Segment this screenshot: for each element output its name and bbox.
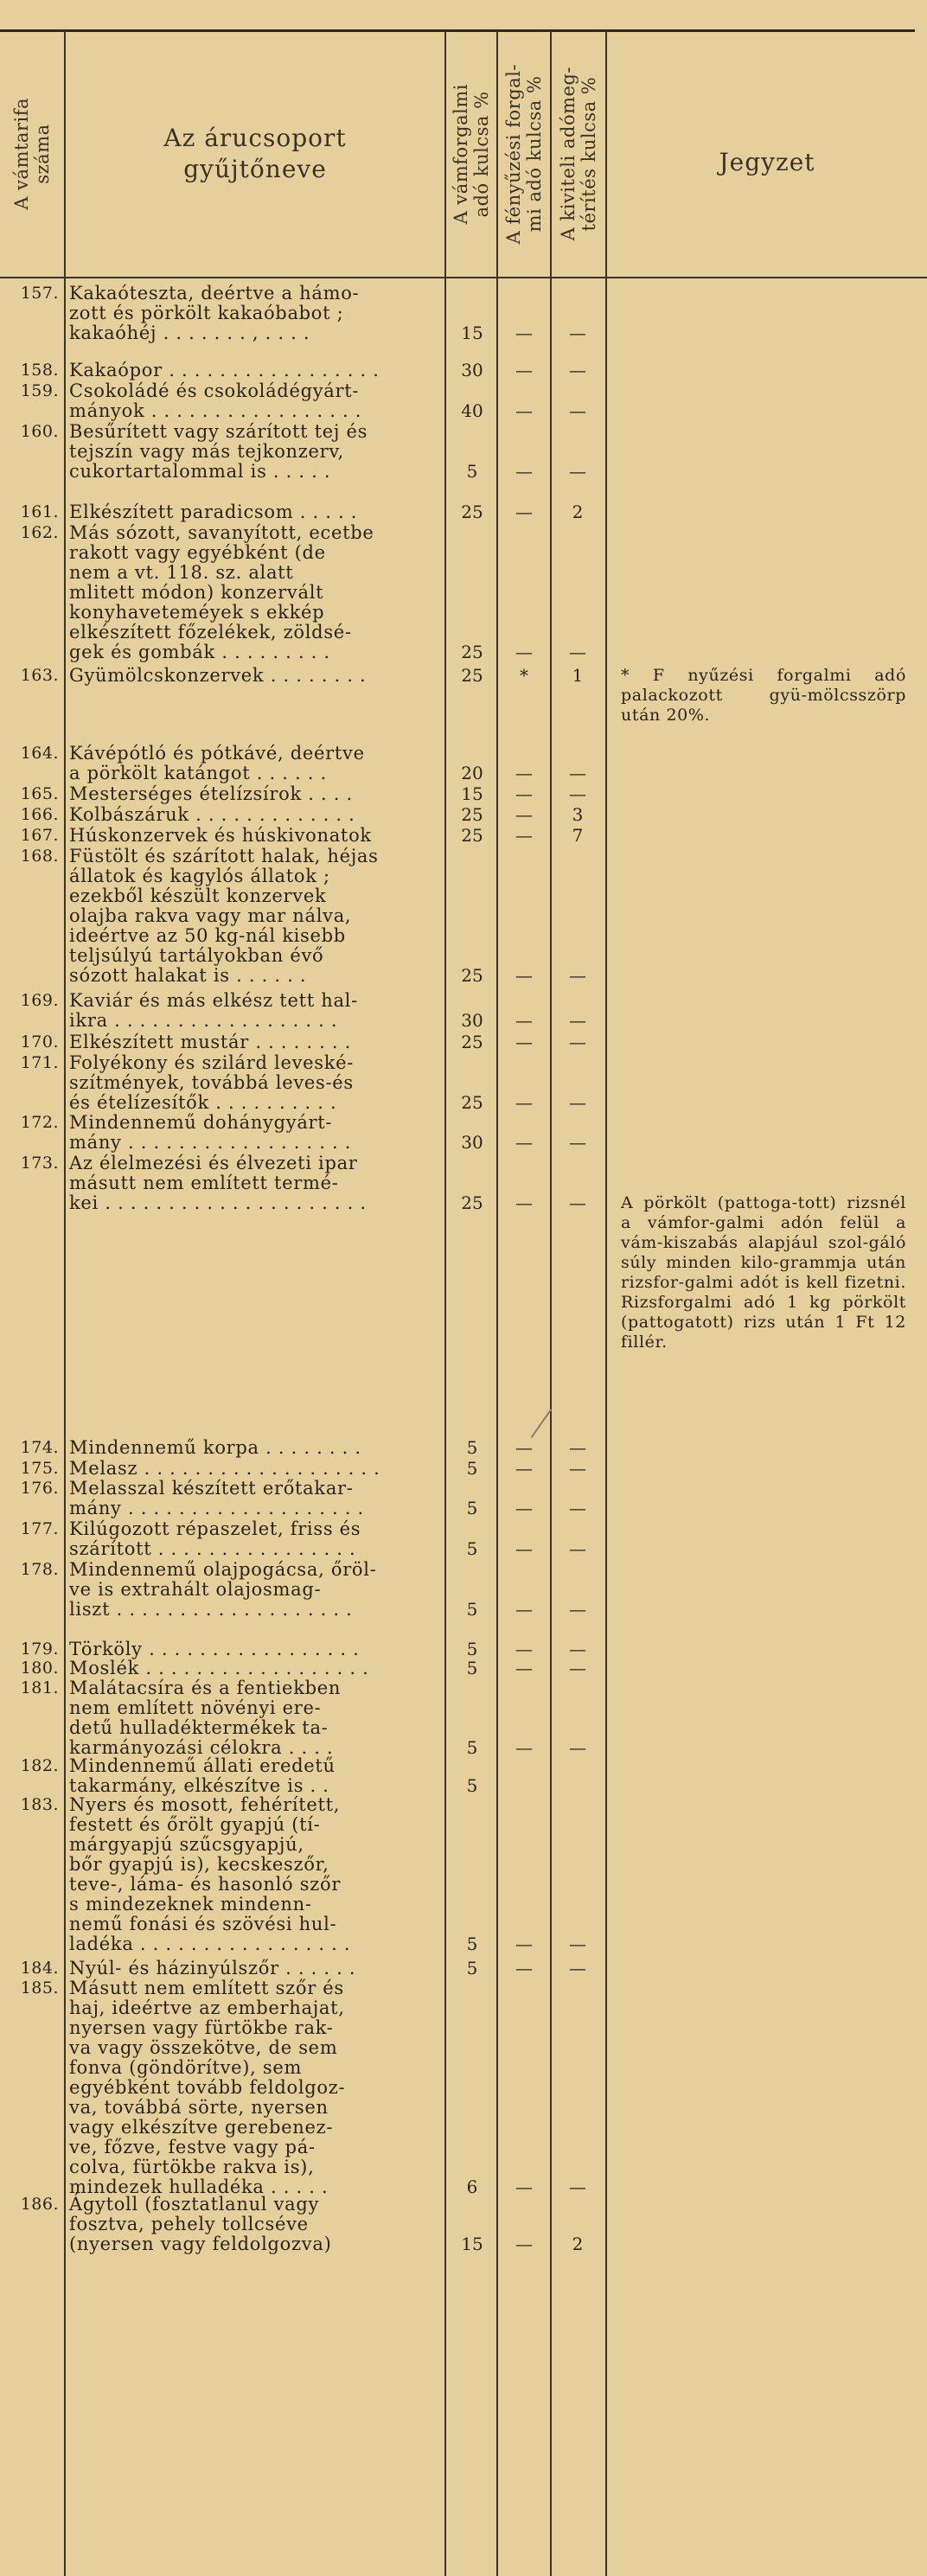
luxury-tax-rate: —	[515, 642, 533, 662]
luxury-tax-rate: —	[515, 1437, 533, 1458]
customs-tax-rate: 15	[461, 2234, 483, 2254]
group-name-line: Csokoládé és csokoládégyárt-	[69, 380, 360, 401]
group-name-line: mlitett módon) konzervált	[69, 582, 324, 603]
group-name-line: Mindennemű olajpogácsa, őröl-	[69, 1559, 377, 1580]
group-name-line: Mindennemű korpa . . . . . . . .	[69, 1437, 361, 1458]
customs-tax-rate: 6	[466, 2176, 478, 2197]
group-name-line: mány . . . . . . . . . . . . . . . . . .	[69, 1132, 352, 1153]
group-name-line: szárított . . . . . . . . . . . . . . . .	[69, 1538, 356, 1559]
tariff-number: 180.	[20, 1659, 59, 1678]
group-name-line: Mindennemű állati eredetű	[69, 1755, 336, 1776]
group-name	[69, 1978, 441, 2197]
group-name-line: haj, ideértve az emberhajat,	[69, 1998, 345, 2018]
luxury-tax-rate: —	[515, 1458, 533, 1479]
tariff-number: 165.	[20, 784, 59, 803]
group-name-line: nem említett növényi ere-	[69, 1697, 322, 1718]
tariff-number: 176.	[20, 1479, 59, 1498]
luxury-tax-rate: —	[515, 1599, 533, 1620]
group-name-line: sózott halakat is . . . . . .	[69, 965, 307, 986]
customs-tax-rate: 30	[461, 360, 483, 380]
group-name	[69, 381, 441, 421]
group-name	[69, 1053, 441, 1113]
group-name-line: Elkészített paradicsom . . . . .	[69, 502, 358, 522]
group-name-line: takarmány, elkészítve is . .	[69, 1775, 329, 1796]
customs-tax-rate: 5	[466, 1458, 478, 1479]
group-name-line: nyersen vagy fürtökbe rak-	[69, 2017, 334, 2038]
table-top-rule	[0, 29, 915, 32]
export-refund-rate: —	[569, 323, 586, 343]
tariff-number: 179.	[20, 1640, 59, 1659]
export-refund-rate: —	[569, 360, 586, 380]
export-refund-rate: —	[569, 1192, 586, 1213]
export-refund-rate: —	[569, 400, 586, 421]
group-name-line: kakaóhéj . . . . . . . , . . . .	[69, 323, 310, 343]
group-name	[69, 1756, 441, 1796]
header-note: Jegyzet	[719, 148, 815, 176]
customs-tax-rate: 30	[461, 1132, 483, 1153]
group-name-line: Törköly . . . . . . . . . . . . . . . . .	[69, 1639, 360, 1659]
group-name-line: Mindennemű dohánygyárt-	[69, 1112, 333, 1133]
group-name-line: liszt . . . . . . . . . . . . . . . . . . .	[69, 1599, 353, 1620]
group-name	[69, 1519, 441, 1559]
group-name-line: teve-, láma- és hasonló szőr	[69, 1874, 342, 1895]
customs-tax-rate: 5	[466, 1599, 478, 1620]
group-name-line: gek és gombák . . . . . . . . .	[69, 642, 330, 662]
customs-tax-rate: 25	[461, 825, 483, 846]
group-name-line: fonva (göndörítve), sem	[69, 2057, 303, 2078]
header-group-name: Az árucsoport gyűjtőneve	[163, 124, 347, 183]
column-divider	[64, 31, 66, 2576]
luxury-tax-rate: —	[515, 1192, 533, 1213]
tariff-number: 172.	[20, 1113, 59, 1132]
group-name	[69, 1659, 441, 1678]
group-name-line: Kakaóteszta, deértve a hámo-	[69, 283, 360, 304]
tariff-number: 160.	[20, 422, 59, 441]
header-export-refund-rate: A kiviteli adómeg- térítés kulcsa %	[558, 67, 599, 241]
tariff-number: 168.	[20, 847, 59, 866]
tariff-number: 163.	[20, 666, 59, 685]
row-note: A pörkölt (pattoga-tott) rizsnél a vámfor-galmi adón felül a vám-kiszabás alapjául szol-gáló súly minden kilo-grammja után rizsfor-galmi adót is kell fizetni. Rizsforgalmi adó 1 kg pörkölt (pattogatott) rizs után 1 Ft 12 fillér.	[621, 1193, 906, 1352]
customs-tax-rate: 5	[466, 1775, 478, 1796]
group-name-line: s mindezeknek mindenn-	[69, 1894, 312, 1914]
group-name-line: Az élelmezési és élvezeti ipar	[69, 1153, 358, 1173]
group-name-line: va, továbbá sörte, nyersen	[69, 2097, 329, 2118]
group-name-line: Elkészített mustár . . . . . . . .	[69, 1032, 351, 1052]
group-name	[69, 1959, 441, 1978]
customs-tax-rate: 5	[466, 1658, 478, 1678]
customs-tax-rate: 5	[466, 1498, 478, 1518]
export-refund-rate: —	[569, 763, 586, 783]
export-refund-rate: —	[569, 1958, 586, 1978]
group-name-line: vagy elkészítve gerebenez-	[69, 2117, 334, 2138]
column-divider	[496, 31, 498, 2576]
export-refund-rate: —	[569, 642, 586, 662]
export-refund-rate: —	[569, 461, 586, 482]
group-name-line: Nyers és mosott, fehérített,	[69, 1794, 341, 1815]
customs-tax-rate: 25	[461, 804, 483, 825]
luxury-tax-rate: —	[515, 461, 533, 482]
group-name-line: olajba rakva vagy mar nálva,	[69, 905, 352, 926]
tariff-number: 166.	[20, 805, 59, 824]
export-refund-rate: —	[569, 1437, 586, 1458]
tariff-number: 182.	[20, 1756, 59, 1775]
group-name-line: cukortartalommal is . . . . .	[69, 461, 331, 482]
group-name-line: Besűrített vagy szárított tej és	[69, 421, 368, 442]
tariff-number: 171.	[20, 1053, 59, 1072]
tariff-number: 169.	[20, 991, 59, 1010]
export-refund-rate: —	[569, 1639, 586, 1659]
group-name-line: márgyapjú szűcsgyapjú,	[69, 1834, 304, 1855]
group-name	[69, 1032, 441, 1052]
export-refund-rate: —	[569, 1010, 586, 1031]
tariff-number: 164.	[20, 744, 59, 763]
tariff-number: 167.	[20, 826, 59, 845]
group-name	[69, 666, 441, 686]
luxury-tax-rate: —	[515, 1010, 533, 1031]
tariff-number: 173.	[20, 1154, 59, 1173]
group-name-line: (nyersen vagy feldolgozva)	[69, 2234, 332, 2254]
tariff-number: 157.	[20, 284, 59, 303]
luxury-tax-rate: —	[515, 1092, 533, 1113]
column-divider	[605, 31, 607, 2576]
group-name	[69, 1154, 441, 1213]
group-name-line: mindezek hulladéka . . . . .	[69, 2176, 329, 2197]
group-name-line: ideértve az 50 kg-nál kisebb	[69, 925, 346, 946]
group-name-line: bőr gyapjú is), kecskeszőr,	[69, 1854, 329, 1875]
group-name	[69, 991, 441, 1031]
customs-tax-rate: 5	[466, 461, 478, 482]
luxury-tax-rate: —	[515, 783, 533, 804]
group-name-line: Gyümölcskonzervek . . . . . . . .	[69, 665, 367, 686]
group-name-line: mány . . . . . . . . . . . . . . . . . . .	[69, 1498, 364, 1518]
luxury-tax-rate: —	[515, 1132, 533, 1153]
group-name-line: karmányozási célokra . . . .	[69, 1737, 334, 1758]
tariff-number: 177.	[20, 1519, 59, 1538]
export-refund-rate: 2	[572, 502, 584, 522]
group-name	[69, 826, 441, 846]
customs-tax-rate: 5	[466, 1934, 478, 1954]
group-name	[69, 1113, 441, 1153]
group-name-line: ve, főzve, festve vagy pá-	[69, 2137, 316, 2157]
luxury-tax-rate: —	[515, 965, 533, 986]
luxury-tax-rate: —	[515, 1934, 533, 1954]
group-name	[69, 1459, 441, 1479]
group-name-line: detű hulladéktermékek ta-	[69, 1717, 329, 1738]
group-name-line: nem a vt. 118. sz. alatt	[69, 562, 294, 583]
luxury-tax-rate: —	[515, 323, 533, 343]
luxury-tax-rate: *	[520, 665, 528, 686]
group-name-line: szítmények, továbbá leves-és	[69, 1072, 354, 1093]
group-name-line: elkészített főzelékek, zöldsé-	[69, 622, 352, 642]
group-name-line: ezekből készült konzervek	[69, 885, 327, 906]
group-name-line: zott és pörkölt kakaóbabot ;	[69, 303, 344, 323]
customs-tax-rate: 25	[461, 965, 483, 986]
tariff-number: 170.	[20, 1032, 59, 1051]
customs-tax-rate: 25	[461, 665, 483, 686]
tariff-number: 178.	[20, 1560, 59, 1579]
group-name-line: Ágytoll (fosztatlanul vagy	[69, 2194, 320, 2215]
export-refund-rate: —	[569, 1092, 586, 1113]
group-name	[69, 805, 441, 825]
customs-tax-rate: 25	[461, 1032, 483, 1052]
group-name	[69, 361, 441, 380]
customs-tax-rate: 30	[461, 1010, 483, 1031]
export-refund-rate: —	[569, 1498, 586, 1518]
customs-tax-rate: 25	[461, 1092, 483, 1113]
group-name	[69, 847, 441, 986]
luxury-tax-rate: —	[515, 1658, 533, 1678]
customs-tax-rate: 25	[461, 502, 483, 522]
export-refund-rate: —	[569, 965, 586, 986]
group-name-line: fosztva, pehely tollcséve	[69, 2214, 309, 2234]
export-refund-rate: —	[569, 1032, 586, 1052]
group-name-line: Kaviár és más elkész tett hal-	[69, 990, 358, 1011]
tariff-number: 186.	[20, 2195, 59, 2214]
group-name-line: és ételízesítők . . . . . . . . . .	[69, 1092, 337, 1113]
luxury-tax-rate: —	[515, 2176, 533, 2197]
pencil-mark	[531, 1409, 553, 1438]
group-name	[69, 422, 441, 482]
luxury-tax-rate: —	[515, 763, 533, 783]
group-name-line: Kávépótló és pótkávé, deértve	[69, 743, 365, 764]
customs-tax-rate: 20	[461, 763, 483, 783]
export-refund-rate: —	[569, 1132, 586, 1153]
export-refund-rate: 3	[572, 804, 584, 825]
tariff-number: 183.	[20, 1795, 59, 1814]
group-name-line: Moslék . . . . . . . . . . . . . . . . . .	[69, 1658, 369, 1678]
header-rule	[0, 277, 927, 278]
group-name-line: konyhaveteméyek s ekkép	[69, 602, 325, 623]
header-customs-tax-rate: A vámforgalmi adó kulcsa %	[451, 83, 492, 225]
group-name-line: tejszín vagy más tejkonzerv,	[69, 441, 344, 462]
customs-tax-rate: 15	[461, 323, 483, 343]
column-divider	[444, 31, 446, 2576]
group-name-line: Nyúl- és házinyúlszőr . . . . . .	[69, 1958, 356, 1978]
tariff-number: 184.	[20, 1959, 59, 1978]
group-name-line: festett és őrölt gyapjú (tí-	[69, 1814, 321, 1835]
export-refund-rate: —	[569, 1599, 586, 1620]
group-name-line: teljsúlyú tartályokban évő	[69, 945, 324, 966]
group-name-line: colva, fürtökbe rakva is),	[69, 2157, 315, 2177]
group-name	[69, 1438, 441, 1458]
column-divider	[550, 31, 552, 2576]
luxury-tax-rate: —	[515, 1958, 533, 1978]
customs-tax-rate: 5	[466, 1958, 478, 1978]
luxury-tax-rate: —	[515, 2234, 533, 2254]
group-name	[69, 784, 441, 804]
group-name-line: a pörkölt katángot . . . . . .	[69, 763, 327, 783]
luxury-tax-rate: —	[515, 804, 533, 825]
group-name	[69, 502, 441, 522]
luxury-tax-rate: —	[515, 1498, 533, 1518]
luxury-tax-rate: —	[515, 502, 533, 522]
luxury-tax-rate: —	[515, 360, 533, 380]
group-name	[69, 2195, 441, 2254]
group-name-line: egyébként tovább feldolgoz-	[69, 2077, 346, 2098]
group-name-line: Más sózott, savanyított, ecetbe	[69, 522, 374, 543]
customs-tax-rate: 5	[466, 1437, 478, 1458]
export-refund-rate: —	[569, 1538, 586, 1559]
group-name-line: Kakaópor . . . . . . . . . . . . . . . . .	[69, 360, 380, 380]
customs-tax-rate: 15	[461, 783, 483, 804]
luxury-tax-rate: —	[515, 825, 533, 846]
export-refund-rate: —	[569, 1458, 586, 1479]
luxury-tax-rate: —	[515, 1639, 533, 1659]
luxury-tax-rate: —	[515, 1538, 533, 1559]
group-name-line: mányok . . . . . . . . . . . . . . . . .	[69, 400, 362, 421]
export-refund-rate: —	[569, 1934, 586, 1954]
group-name-line: kei . . . . . . . . . . . . . . . . . . . . .	[69, 1192, 367, 1213]
group-name-line: Mesterséges ételízsírok . . . .	[69, 783, 353, 804]
tariff-number: 162.	[20, 523, 59, 542]
export-refund-rate: —	[569, 1658, 586, 1678]
group-name-line: ladéka . . . . . . . . . . . . . . . . .	[69, 1934, 351, 1954]
row-note: * F nyűzési forgalmi adó palackozott gyü-mölcsszörp után 20%.	[621, 666, 906, 725]
group-name-line: Kilúgozott répaszelet, friss és	[69, 1518, 361, 1539]
export-refund-rate: 1	[572, 665, 584, 686]
group-name-line: Húskonzervek és húskivonatok	[69, 825, 372, 846]
luxury-tax-rate: —	[515, 400, 533, 421]
customs-tax-rate: 25	[461, 1192, 483, 1213]
group-name-line: rakott vagy egyébként (de	[69, 542, 326, 563]
group-name	[69, 1640, 441, 1659]
luxury-tax-rate: —	[515, 1032, 533, 1052]
customs-tax-rate: 5	[466, 1538, 478, 1559]
group-name	[69, 1678, 441, 1758]
group-name-line: ve is extrahált olajosmag-	[69, 1579, 322, 1600]
luxury-tax-rate: —	[515, 1737, 533, 1758]
group-name-line: ikra . . . . . . . . . . . . . . . . . .	[69, 1010, 338, 1031]
tariff-number: 158.	[20, 361, 59, 380]
group-name	[69, 523, 441, 662]
group-name	[69, 284, 441, 343]
tariff-number: 159.	[20, 381, 59, 400]
header-luxury-tax-rate: A fényűzési forgal- mi adó kulcsa %	[503, 63, 545, 245]
group-name-line: állatok és kagylós állatok ;	[69, 866, 330, 886]
tariff-number: 175.	[20, 1459, 59, 1478]
group-name-line: Melasszal készített erőtakar-	[69, 1478, 354, 1499]
group-name	[69, 744, 441, 783]
tariff-number: 185.	[20, 1978, 59, 1998]
group-name-line: Folyékony és szilárd leveské-	[69, 1052, 355, 1073]
group-name-line: másutt nem említett termé-	[69, 1173, 339, 1193]
customs-tax-rate: 40	[461, 400, 483, 421]
export-refund-rate: —	[569, 783, 586, 804]
export-refund-rate: —	[569, 2176, 586, 2197]
customs-tax-rate: 5	[466, 1639, 478, 1659]
customs-tax-rate: 25	[461, 642, 483, 662]
group-name	[69, 1560, 441, 1620]
tariff-number: 161.	[20, 502, 59, 521]
group-name	[69, 1479, 441, 1518]
group-name-line: Kolbászáruk . . . . . . . . . . . . .	[69, 804, 355, 825]
group-name	[69, 1795, 441, 1954]
export-refund-rate: —	[569, 1737, 586, 1758]
group-name-line: Melasz . . . . . . . . . . . . . . . . . . .	[69, 1458, 380, 1479]
customs-tax-rate: 5	[466, 1737, 478, 1758]
group-name-line: va vagy összekötve, de sem	[69, 2037, 338, 2058]
header-tariff-number: A vámtarifa száma	[11, 98, 53, 210]
export-refund-rate: 2	[572, 2234, 584, 2254]
group-name-line: Füstölt és szárított halak, héjas	[69, 846, 379, 866]
export-refund-rate: 7	[572, 825, 584, 846]
group-name-line: Másutt nem említett szőr és	[69, 1978, 344, 1998]
group-name-line: nemű fonási és szövési hul-	[69, 1914, 337, 1934]
tariff-number: 174.	[20, 1438, 59, 1457]
group-name-line: Malátacsíra és a fentiekben	[69, 1678, 342, 1698]
tariff-number: 181.	[20, 1678, 59, 1697]
